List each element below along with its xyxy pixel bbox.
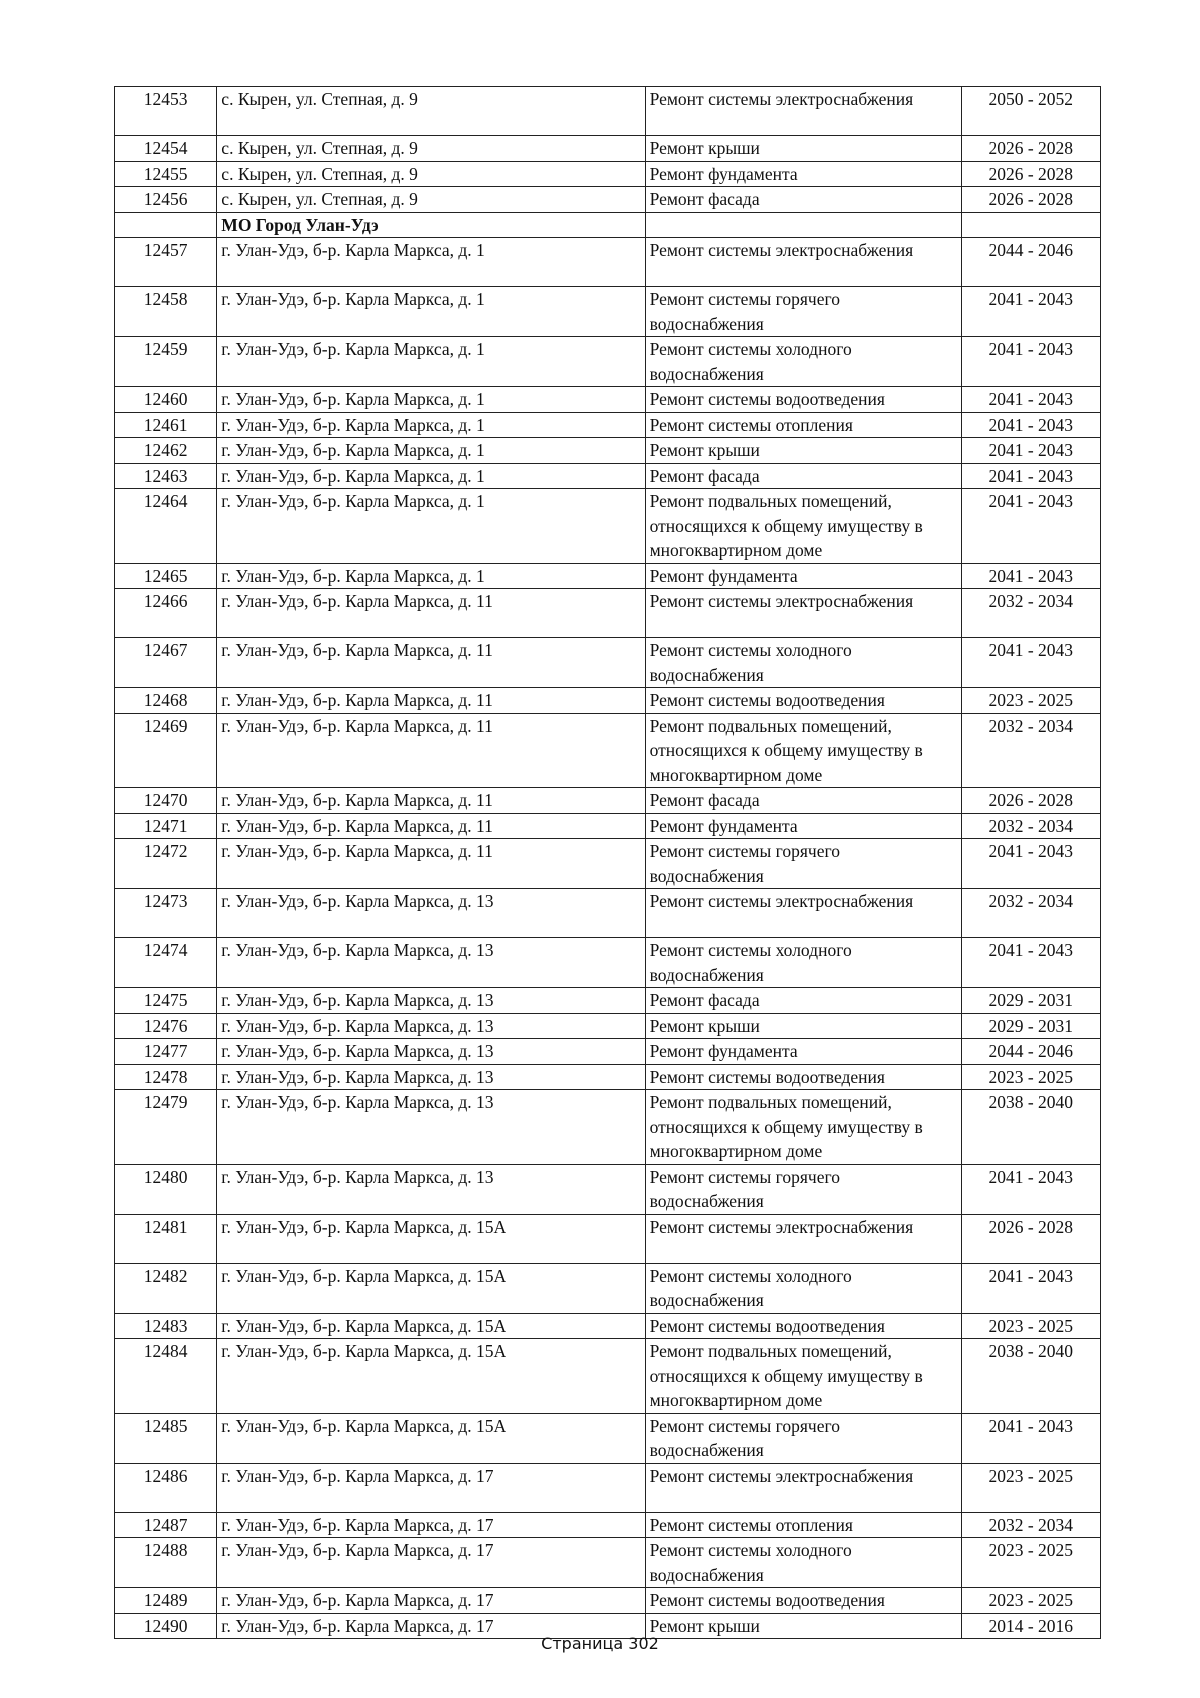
period-cell: 2032 - 2034 [961, 589, 1100, 638]
section-row [115, 212, 1101, 238]
row-number-cell: 12453 [115, 87, 217, 136]
work-type-cell: Ремонт системы холодного водоснабжения [645, 337, 961, 387]
work-type-cell: Ремонт фасада [645, 788, 961, 814]
row-number-cell: 12487 [115, 1512, 217, 1538]
table-row [115, 1064, 1101, 1090]
table-row [115, 1090, 1101, 1165]
period-cell: 2029 - 2031 [961, 988, 1100, 1014]
row-number-cell: 12474 [115, 938, 217, 988]
table-body [115, 87, 1101, 1639]
row-number-cell: 12485 [115, 1413, 217, 1463]
row-number-cell: 12473 [115, 889, 217, 938]
period-cell: 2041 - 2043 [961, 337, 1100, 387]
work-type-cell: Ремонт подвальных помещений, относящихся к общему имуществу в многоквартирном доме [645, 713, 961, 788]
period-cell: 2041 - 2043 [961, 563, 1100, 589]
work-type-cell: Ремонт системы холодного водоснабжения [645, 1263, 961, 1313]
work-type-cell: Ремонт системы холодного водоснабжения [645, 938, 961, 988]
address-cell: г. Улан-Удэ, б-р. Карла Маркса, д. 11 [217, 813, 645, 839]
period-cell: 2023 - 2025 [961, 688, 1100, 714]
address-cell: г. Улан-Удэ, б-р. Карла Маркса, д. 1 [217, 412, 645, 438]
table-row [115, 1263, 1101, 1313]
row-number-cell: 12484 [115, 1339, 217, 1414]
work-type-cell: Ремонт системы горячего водоснабжения [645, 1164, 961, 1214]
work-type-cell: Ремонт системы холодного водоснабжения [645, 638, 961, 688]
period-cell: 2041 - 2043 [961, 387, 1100, 413]
address-cell: г. Улан-Удэ, б-р. Карла Маркса, д. 1 [217, 463, 645, 489]
period-cell: 2041 - 2043 [961, 1263, 1100, 1313]
row-number-cell: 12462 [115, 438, 217, 464]
period-cell: 2041 - 2043 [961, 638, 1100, 688]
period-cell: 2041 - 2043 [961, 463, 1100, 489]
work-type-cell: Ремонт системы отопления [645, 412, 961, 438]
address-cell: с. Кырен, ул. Степная, д. 9 [217, 161, 645, 187]
period-cell: 2044 - 2046 [961, 238, 1100, 287]
period-cell: 2026 - 2028 [961, 136, 1100, 162]
work-type-cell: Ремонт системы электроснабжения [645, 238, 961, 287]
row-number-cell: 12460 [115, 387, 217, 413]
period-cell: 2026 - 2028 [961, 187, 1100, 213]
period-cell: 2032 - 2034 [961, 889, 1100, 938]
table-row [115, 1512, 1101, 1538]
address-cell: г. Улан-Удэ, б-р. Карла Маркса, д. 11 [217, 589, 645, 638]
row-number-cell: 12455 [115, 161, 217, 187]
address-cell: г. Улан-Удэ, б-р. Карла Маркса, д. 11 [217, 688, 645, 714]
work-type-cell: Ремонт системы электроснабжения [645, 1214, 961, 1263]
table-row [115, 1013, 1101, 1039]
address-cell: г. Улан-Удэ, б-р. Карла Маркса, д. 11 [217, 713, 645, 788]
table-row [115, 238, 1101, 287]
row-number-cell: 12468 [115, 688, 217, 714]
table-row [115, 1313, 1101, 1339]
address-cell: г. Улан-Удэ, б-р. Карла Маркса, д. 11 [217, 638, 645, 688]
period-cell: 2023 - 2025 [961, 1463, 1100, 1512]
table-row [115, 161, 1101, 187]
row-number-cell: 12457 [115, 238, 217, 287]
row-number-cell: 12461 [115, 412, 217, 438]
work-type-cell: Ремонт системы холодного водоснабжения [645, 1538, 961, 1588]
work-type-cell: Ремонт системы электроснабжения [645, 87, 961, 136]
address-cell: г. Улан-Удэ, б-р. Карла Маркса, д. 15А [217, 1339, 645, 1414]
period-cell: 2044 - 2046 [961, 1039, 1100, 1065]
work-type-cell: Ремонт системы горячего водоснабжения [645, 839, 961, 889]
address-cell: г. Улан-Удэ, б-р. Карла Маркса, д. 15А [217, 1214, 645, 1263]
period-cell: 2026 - 2028 [961, 788, 1100, 814]
address-cell: г. Улан-Удэ, б-р. Карла Маркса, д. 11 [217, 839, 645, 889]
work-type-cell: Ремонт подвальных помещений, относящихся к общему имуществу в многоквартирном доме [645, 1090, 961, 1165]
work-type-cell: Ремонт крыши [645, 1613, 961, 1639]
table-row [115, 889, 1101, 938]
row-number-cell: 12469 [115, 713, 217, 788]
row-number-cell: 12481 [115, 1214, 217, 1263]
row-number-cell: 12458 [115, 287, 217, 337]
address-cell: г. Улан-Удэ, б-р. Карла Маркса, д. 1 [217, 489, 645, 564]
work-type-cell: Ремонт фундамента [645, 161, 961, 187]
period-cell: 2050 - 2052 [961, 87, 1100, 136]
row-number-cell: 12472 [115, 839, 217, 889]
period-cell: 2038 - 2040 [961, 1090, 1100, 1165]
row-number-cell: 12471 [115, 813, 217, 839]
row-number-cell: 12456 [115, 187, 217, 213]
work-type-cell: Ремонт крыши [645, 438, 961, 464]
work-type-cell: Ремонт подвальных помещений, относящихся к общему имуществу в многоквартирном доме [645, 489, 961, 564]
work-type-cell: Ремонт системы электроснабжения [645, 889, 961, 938]
address-cell: г. Улан-Удэ, б-р. Карла Маркса, д. 15А [217, 1313, 645, 1339]
row-number-cell: 12466 [115, 589, 217, 638]
address-cell: г. Улан-Удэ, б-р. Карла Маркса, д. 17 [217, 1588, 645, 1614]
address-cell: с. Кырен, ул. Степная, д. 9 [217, 136, 645, 162]
row-number-cell: 12478 [115, 1064, 217, 1090]
period-cell: 2041 - 2043 [961, 438, 1100, 464]
address-cell: г. Улан-Удэ, б-р. Карла Маркса, д. 1 [217, 563, 645, 589]
work-type-cell: Ремонт системы отопления [645, 1512, 961, 1538]
period-cell [961, 212, 1100, 238]
address-cell: г. Улан-Удэ, б-р. Карла Маркса, д. 13 [217, 988, 645, 1014]
address-cell: г. Улан-Удэ, б-р. Карла Маркса, д. 1 [217, 387, 645, 413]
period-cell: 2014 - 2016 [961, 1613, 1100, 1639]
work-type-cell: Ремонт системы горячего водоснабжения [645, 1413, 961, 1463]
table-row [115, 1463, 1101, 1512]
row-number-cell: 12467 [115, 638, 217, 688]
period-cell: 2041 - 2043 [961, 1164, 1100, 1214]
period-cell: 2026 - 2028 [961, 1214, 1100, 1263]
address-cell: г. Улан-Удэ, б-р. Карла Маркса, д. 17 [217, 1463, 645, 1512]
period-cell: 2041 - 2043 [961, 412, 1100, 438]
table-row [115, 638, 1101, 688]
address-cell: г. Улан-Удэ, б-р. Карла Маркса, д. 11 [217, 788, 645, 814]
page-number: Страница 302 [541, 1634, 659, 1653]
address-cell: г. Улан-Удэ, б-р. Карла Маркса, д. 13 [217, 1090, 645, 1165]
row-number-cell: 12459 [115, 337, 217, 387]
row-number-cell: 12490 [115, 1613, 217, 1639]
row-number-cell [115, 212, 217, 238]
work-type-cell: Ремонт системы водоотведения [645, 688, 961, 714]
work-type-cell: Ремонт фасада [645, 463, 961, 489]
address-cell: г. Улан-Удэ, б-р. Карла Маркса, д. 1 [217, 287, 645, 337]
table-row [115, 1039, 1101, 1065]
table-row [115, 387, 1101, 413]
table-row [115, 938, 1101, 988]
table-row [115, 1538, 1101, 1588]
period-cell: 2023 - 2025 [961, 1313, 1100, 1339]
address-cell: г. Улан-Удэ, б-р. Карла Маркса, д. 17 [217, 1512, 645, 1538]
row-number-cell: 12479 [115, 1090, 217, 1165]
row-number-cell: 12486 [115, 1463, 217, 1512]
row-number-cell: 12464 [115, 489, 217, 564]
table-row [115, 1164, 1101, 1214]
address-cell: г. Улан-Удэ, б-р. Карла Маркса, д. 13 [217, 938, 645, 988]
row-number-cell: 12488 [115, 1538, 217, 1588]
row-number-cell: 12454 [115, 136, 217, 162]
table-row [115, 337, 1101, 387]
row-number-cell: 12489 [115, 1588, 217, 1614]
table-row [115, 463, 1101, 489]
row-number-cell: 12476 [115, 1013, 217, 1039]
row-number-cell: 12477 [115, 1039, 217, 1065]
table-row [115, 988, 1101, 1014]
period-cell: 2041 - 2043 [961, 938, 1100, 988]
table-row [115, 688, 1101, 714]
table-row [115, 713, 1101, 788]
period-cell: 2041 - 2043 [961, 1413, 1100, 1463]
work-type-cell: Ремонт системы электроснабжения [645, 1463, 961, 1512]
table-row [115, 1339, 1101, 1414]
row-number-cell: 12470 [115, 788, 217, 814]
table-row [115, 87, 1101, 136]
address-cell: г. Улан-Удэ, б-р. Карла Маркса, д. 1 [217, 337, 645, 387]
period-cell: 2038 - 2040 [961, 1339, 1100, 1414]
address-cell: г. Улан-Удэ, б-р. Карла Маркса, д. 13 [217, 1013, 645, 1039]
row-number-cell: 12475 [115, 988, 217, 1014]
work-type-cell: Ремонт системы водоотведения [645, 387, 961, 413]
work-type-cell: Ремонт фундамента [645, 813, 961, 839]
period-cell: 2032 - 2034 [961, 1512, 1100, 1538]
table-row [115, 563, 1101, 589]
table-row [115, 788, 1101, 814]
work-type-cell: Ремонт крыши [645, 1013, 961, 1039]
work-type-cell: Ремонт системы горячего водоснабжения [645, 287, 961, 337]
period-cell: 2023 - 2025 [961, 1588, 1100, 1614]
work-type-cell: Ремонт фасада [645, 187, 961, 213]
table-row [115, 1413, 1101, 1463]
work-type-cell: Ремонт системы водоотведения [645, 1313, 961, 1339]
work-type-cell: Ремонт системы водоотведения [645, 1588, 961, 1614]
period-cell: 2032 - 2034 [961, 813, 1100, 839]
work-type-cell: Ремонт фундамента [645, 1039, 961, 1065]
period-cell: 2032 - 2034 [961, 713, 1100, 788]
table-row [115, 589, 1101, 638]
address-cell: с. Кырен, ул. Степная, д. 9 [217, 87, 645, 136]
period-cell: 2041 - 2043 [961, 287, 1100, 337]
period-cell: 2041 - 2043 [961, 839, 1100, 889]
row-number-cell: 12480 [115, 1164, 217, 1214]
period-cell: 2029 - 2031 [961, 1013, 1100, 1039]
table-row [115, 412, 1101, 438]
address-cell: г. Улан-Удэ, б-р. Карла Маркса, д. 13 [217, 1064, 645, 1090]
section-title-cell: МО Город Улан-Удэ [217, 212, 645, 238]
address-cell: г. Улан-Удэ, б-р. Карла Маркса, д. 1 [217, 238, 645, 287]
address-cell: г. Улан-Удэ, б-р. Карла Маркса, д. 13 [217, 1039, 645, 1065]
period-cell: 2023 - 2025 [961, 1064, 1100, 1090]
address-cell: г. Улан-Удэ, б-р. Карла Маркса, д. 15А [217, 1413, 645, 1463]
period-cell: 2041 - 2043 [961, 489, 1100, 564]
table-row [115, 1588, 1101, 1614]
address-cell: г. Улан-Удэ, б-р. Карла Маркса, д. 17 [217, 1538, 645, 1588]
row-number-cell: 12465 [115, 563, 217, 589]
address-cell: г. Улан-Удэ, б-р. Карла Маркса, д. 13 [217, 889, 645, 938]
table-row [115, 187, 1101, 213]
table-row [115, 136, 1101, 162]
table-row [115, 839, 1101, 889]
work-type-cell: Ремонт крыши [645, 136, 961, 162]
table-row [115, 813, 1101, 839]
repair-schedule-table [114, 86, 1101, 1639]
work-type-cell: Ремонт подвальных помещений, относящихся к общему имуществу в многоквартирном доме [645, 1339, 961, 1414]
work-type-cell: Ремонт фундамента [645, 563, 961, 589]
table-row [115, 287, 1101, 337]
table-row [115, 489, 1101, 564]
work-type-cell [645, 212, 961, 238]
address-cell: г. Улан-Удэ, б-р. Карла Маркса, д. 13 [217, 1164, 645, 1214]
row-number-cell: 12483 [115, 1313, 217, 1339]
row-number-cell: 12482 [115, 1263, 217, 1313]
work-type-cell: Ремонт системы электроснабжения [645, 589, 961, 638]
address-cell: г. Улан-Удэ, б-р. Карла Маркса, д. 15А [217, 1263, 645, 1313]
table-row [115, 1214, 1101, 1263]
period-cell: 2026 - 2028 [961, 161, 1100, 187]
table-row [115, 438, 1101, 464]
address-cell: г. Улан-Удэ, б-р. Карла Маркса, д. 1 [217, 438, 645, 464]
work-type-cell: Ремонт фасада [645, 988, 961, 1014]
row-number-cell: 12463 [115, 463, 217, 489]
address-cell: с. Кырен, ул. Степная, д. 9 [217, 187, 645, 213]
address-cell: г. Улан-Удэ, б-р. Карла Маркса, д. 17 [217, 1613, 645, 1639]
period-cell: 2023 - 2025 [961, 1538, 1100, 1588]
work-type-cell: Ремонт системы водоотведения [645, 1064, 961, 1090]
